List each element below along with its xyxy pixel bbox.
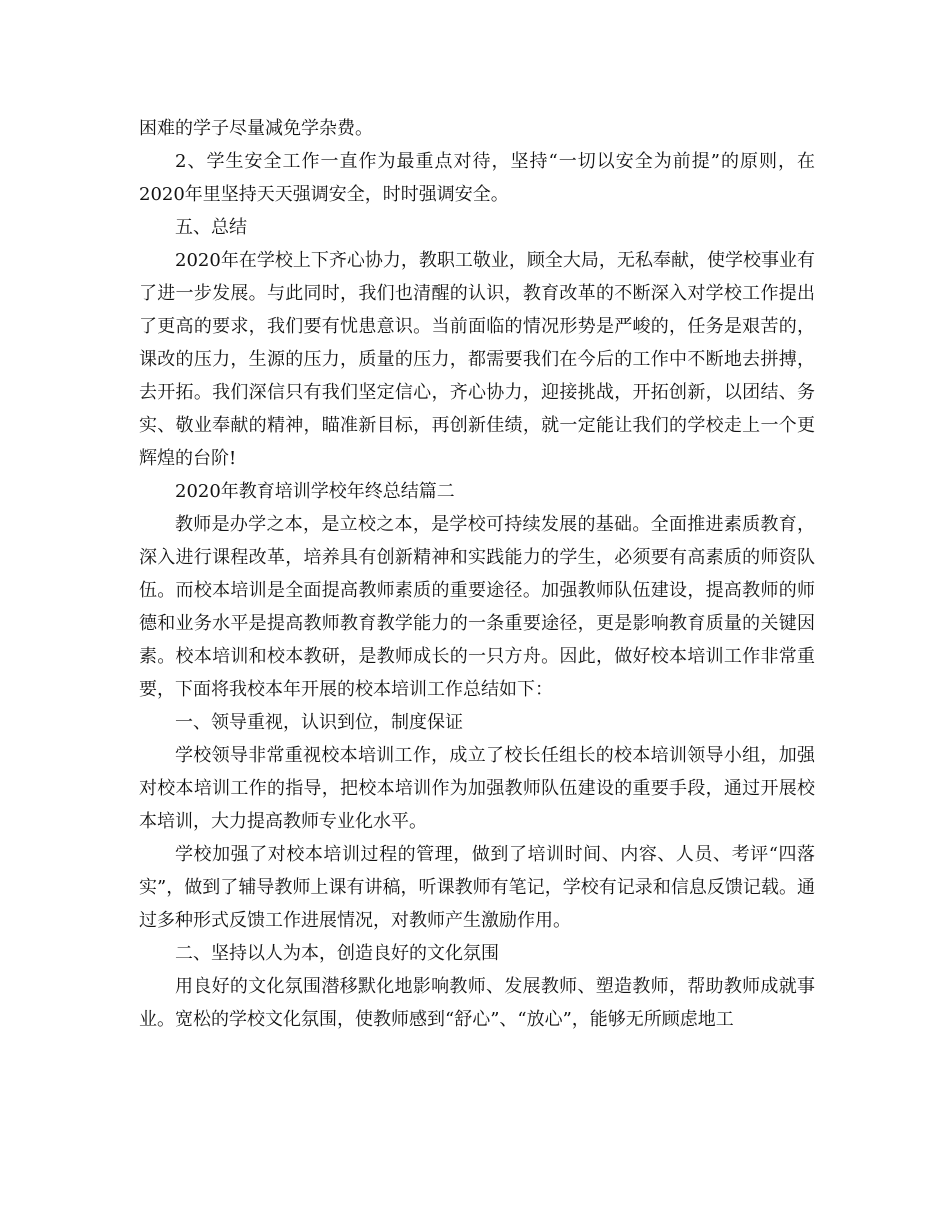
section-heading-summary: 五、总结	[175, 217, 247, 238]
paragraph-continuation: 困难的学子尽量减免学杂费。	[139, 118, 373, 139]
paragraph-summary: 2020年在学校上下齐心协力，教职工敬业，顾全大局，无私奉献，使学校事业有了进一步发展。与此同时，我们也清醒的认识，教育改革的不断深入对学校工作提出了更高的要求，我们要有忧患意识。当前面临的情况形势是严峻的，任务是艰苦的，课改的压力，生源的压力，质量的压力，都需要我们在今后的工作中不断地去拼搏，去开拓。我们深信只有我们坚定信心，齐心协力，迎接挑战，开拓创新，以团结、务实、敬业奉献的精神，瞄准新目标，再创新佳绩，就一定能让我们的学校走上一个更辉煌的台阶!	[139, 250, 815, 469]
section-heading-leadership: 一、领导重视，认识到位，制度保证	[175, 712, 463, 733]
paragraph-culture: 用良好的文化氛围潜移默化地影响教师、发展教师、塑造教师，帮助教师成就事业。宽松的学校文化氛围，使教师感到“舒心”、“放心”，能够无所顾虑地工	[139, 976, 815, 1030]
paragraph-leadership: 学校领导非常重视校本培训工作，成立了校长任组长的校本培训领导小组，加强对校本培训工作的指导，把校本培训作为加强教师队伍建设的重要手段，通过开展校本培训，大力提高教师专业化水平。	[139, 745, 815, 832]
paragraph-safety-work: 2、学生安全工作一直作为最重点对待，坚持“一切以安全为前提”的原则，在2020年里坚持天天强调安全，时时强调安全。	[139, 151, 815, 205]
paragraph-teacher-intro: 教师是办学之本，是立校之本，是学校可持续发展的基础。全面推进素质教育，深入进行课程改革，培养具有创新精神和实践能力的学生，必须要有高素质的师资队伍。而校本培训是全面提高教师素质的重要途径。加强教师队伍建设，提高教师的师德和业务水平是提高教师教育教学能力的一条重要途径，更是影响教育质量的关键因素。校本培训和校本教研，是教师成长的一只方舟。因此，做好校本培训工作非常重要，下面将我校本年开展的校本培训工作总结如下：	[139, 514, 815, 700]
section-heading-culture: 二、坚持以人为本，创造良好的文化氛围	[175, 943, 499, 964]
document-body	[139, 112, 815, 1036]
article-title-part-two: 2020年教育培训学校年终总结篇二	[175, 481, 455, 502]
paragraph-management: 学校加强了对校本培训过程的管理，做到了培训时间、内容、人员、考评“四落实”，做到了辅导教师上课有讲稿，听课教师有笔记，学校有记录和信息反馈记载。通过多种形式反馈工作进展情况，对教师产生激励作用。	[139, 844, 815, 931]
